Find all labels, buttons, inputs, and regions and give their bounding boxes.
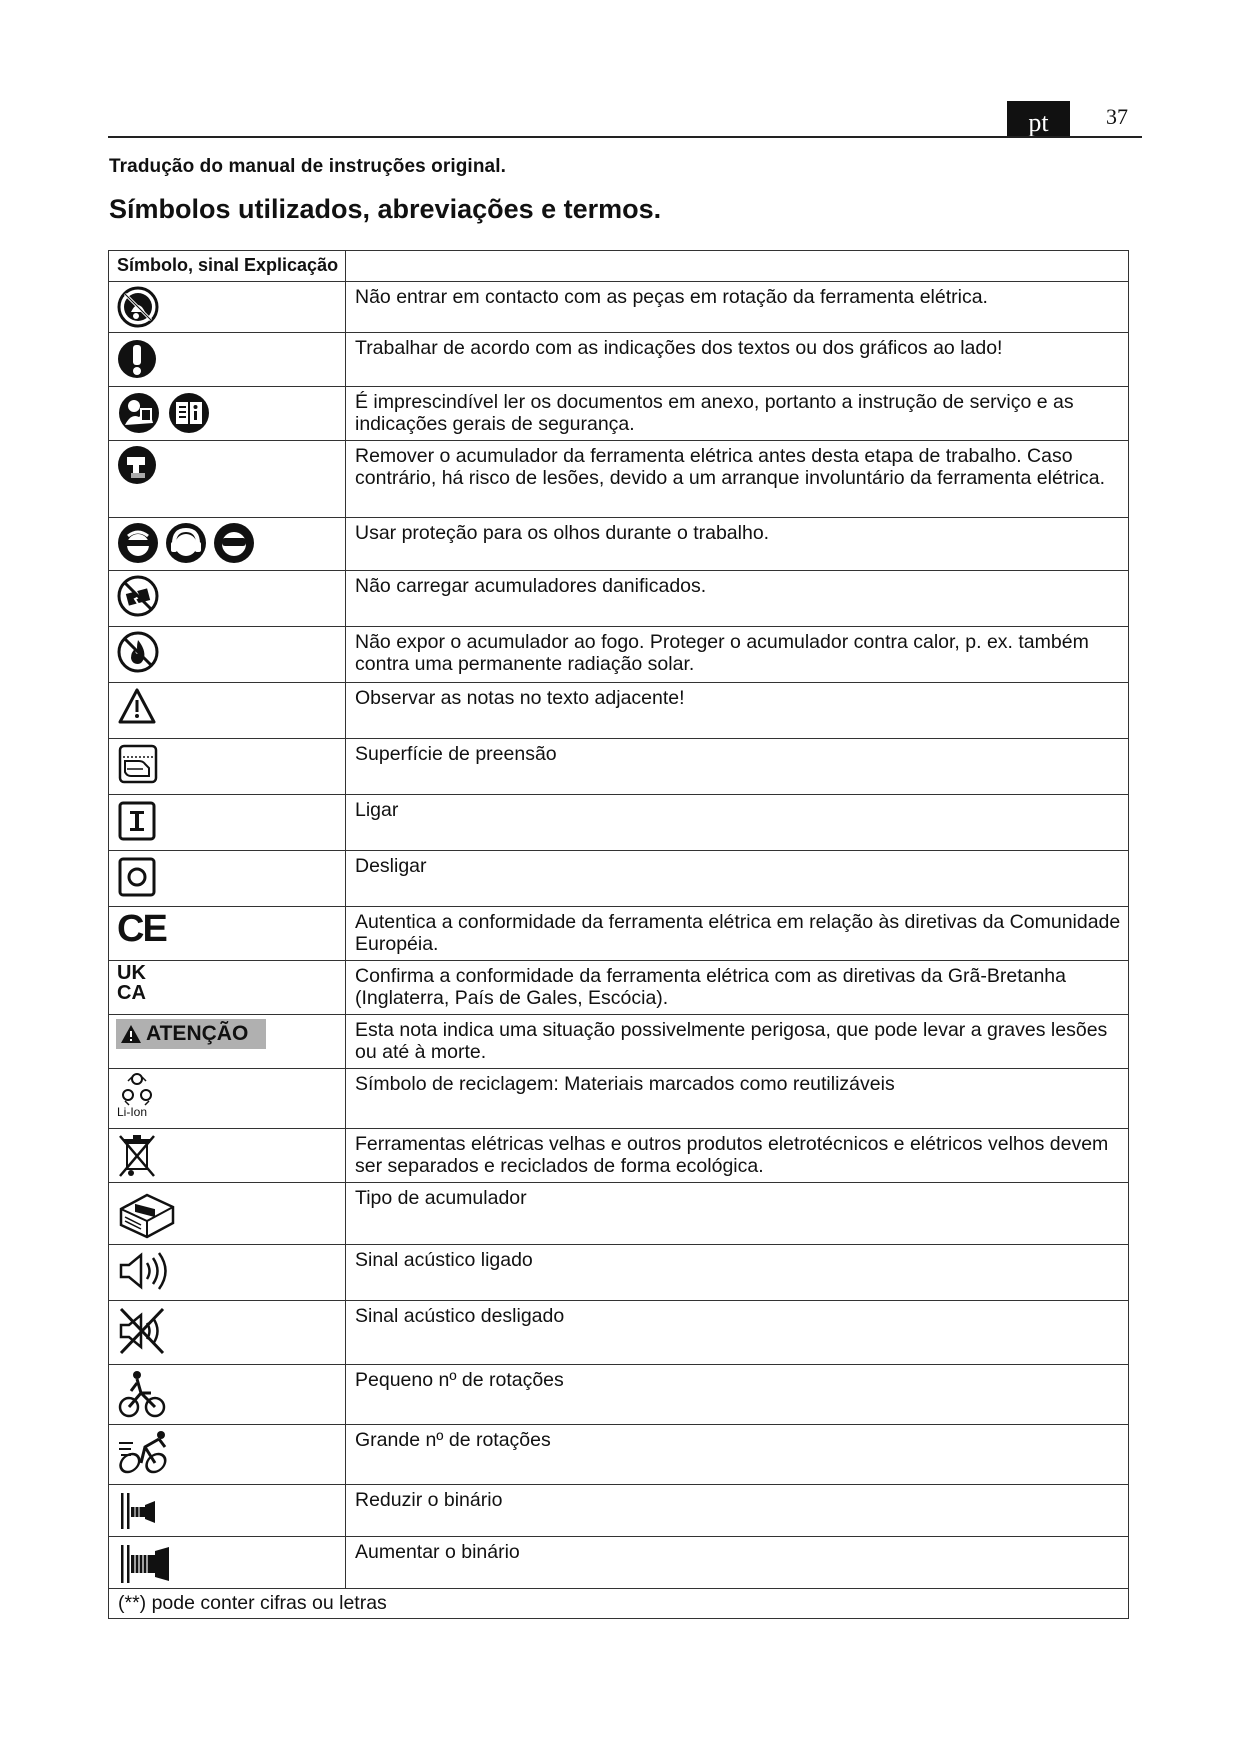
warning-triangle-icon: [117, 687, 157, 725]
explanation-text: Sinal acústico ligado: [346, 1245, 1129, 1301]
explanation-text: Autentica a conformidade da ferramenta elétrica em relação às diretivas da Comunidade Européia.: [346, 907, 1129, 961]
explanation-text: Usar proteção para os olhos durante o trabalho.: [346, 518, 1129, 571]
warning-badge: [116, 1019, 266, 1049]
explanation-text: Remover o acumulador da ferramenta elétrica antes desta etapa de trabalho. Caso contrário, há risco de lesões, devido a um arranque involuntário da ferramenta elétrica.: [346, 441, 1129, 518]
explanation-text: Não entrar em contacto com as peças em rotação da ferramenta elétrica.: [346, 282, 1129, 333]
table-row: [109, 333, 1129, 387]
table-row: [109, 1425, 1129, 1485]
table-row: [109, 282, 1129, 333]
no-fire-icon: [117, 631, 159, 673]
table-row: [109, 387, 1129, 441]
switch-on-icon: [117, 799, 157, 843]
table-row: [109, 627, 1129, 683]
ukca-mark-top: UK: [117, 962, 146, 984]
explanation-text: Trabalhar de acordo com as indicações dos textos ou dos gráficos ao lado!: [346, 333, 1129, 387]
table-row: [109, 907, 1129, 961]
ukca-mark-bottom: CA: [117, 982, 146, 1004]
sound-off-icon: [117, 1305, 169, 1357]
table-header-label: Símbolo, sinal Explicação: [117, 255, 339, 275]
page-number: 37: [1106, 104, 1128, 129]
ce-mark-icon: CE: [117, 908, 166, 950]
table-row: [109, 1129, 1129, 1183]
book-info-icon: [167, 391, 211, 435]
table-header-row: [109, 251, 1129, 282]
warning-badge-label: ATENÇÃO: [146, 1022, 249, 1045]
slow-cyclist-icon: [117, 1369, 167, 1421]
language-tab: pt: [1007, 101, 1070, 137]
remove-battery-icon: [117, 445, 157, 485]
battery-pack-icon: [117, 1187, 177, 1243]
high-torque-icon: [117, 1541, 173, 1587]
table-row: [109, 1245, 1129, 1301]
face-shield-icon: [117, 522, 159, 564]
explanation-text: É imprescindível ler os documentos em anexo, portanto a instrução de serviço e as indicações gerais de segurança.: [346, 387, 1129, 441]
footer-note: (**) pode conter cifras ou letras: [109, 1589, 1129, 1619]
explanation-text: Observar as notas no texto adjacente!: [346, 683, 1129, 739]
table-row: [109, 683, 1129, 739]
li-ion-label: Li-Ion: [117, 1105, 148, 1119]
exclamation-icon: [117, 337, 157, 381]
table-row: [109, 518, 1129, 571]
table-row: [109, 795, 1129, 851]
symbols-table: [108, 250, 1129, 1619]
explanation-text: Ferramentas elétricas velhas e outros produtos eletrotécnicos e elétricos velhos devem ser separados e reciclados de forma ecológica.: [346, 1129, 1129, 1183]
explanation-text: Sinal acústico desligado: [346, 1301, 1129, 1365]
explanation-text: Superfície de preensão: [346, 739, 1129, 795]
no-damaged-battery-icon: [117, 575, 159, 617]
explanation-text: Ligar: [346, 795, 1129, 851]
table-row: [109, 441, 1129, 518]
read-manual-icon: [117, 391, 161, 435]
table-row: [109, 1365, 1129, 1425]
warning-triangle-small-icon: [120, 1024, 142, 1044]
table-row: [109, 1301, 1129, 1365]
no-touch-rotating-icon: [117, 286, 159, 328]
explanation-text: Desligar: [346, 851, 1129, 907]
explanation-text: Grande nº de rotações: [346, 1425, 1129, 1485]
sound-on-icon: [117, 1249, 169, 1293]
explanation-text: Não carregar acumuladores danificados.: [346, 571, 1129, 627]
explanation-text: Aumentar o binário: [346, 1537, 1129, 1589]
grip-surface-icon: [117, 743, 159, 785]
ear-protection-icon: [165, 522, 207, 564]
explanation-text: Esta nota indica uma situação possivelmente perigosa, que pode levar a graves lesões ou até à morte.: [346, 1015, 1129, 1069]
explanation-text: Tipo de acumulador: [346, 1183, 1129, 1245]
header-rule: [108, 136, 1142, 138]
table-row: [109, 1485, 1129, 1537]
explanation-text: Confirma a conformidade da ferramenta elétrica com as diretivas da Grã-Bretanha (Inglaterra, País de Gales, Escócia).: [346, 961, 1129, 1015]
explanation-text: Símbolo de reciclagem: Materiais marcados como reutilizáveis: [346, 1069, 1129, 1129]
fast-cyclist-icon: [117, 1429, 173, 1475]
safety-goggles-icon: [213, 522, 255, 564]
switch-off-icon: [117, 855, 157, 899]
page-title: Símbolos utilizados, abreviações e termos.: [109, 194, 662, 224]
table-row: [109, 571, 1129, 627]
low-torque-icon: [117, 1489, 163, 1533]
table-footer-row: [109, 1589, 1129, 1619]
table-row: [109, 1069, 1129, 1129]
document-subtitle: Tradução do manual de instruções original.: [109, 156, 506, 177]
table-row: [109, 1183, 1129, 1245]
explanation-text: Não expor o acumulador ao fogo. Proteger o acumulador contra calor, p. ex. também contra uma permanente radiação solar.: [346, 627, 1129, 683]
table-row: [109, 961, 1129, 1015]
table-row: [109, 1537, 1129, 1589]
explanation-text: Reduzir o binário: [346, 1485, 1129, 1537]
explanation-text: Pequeno nº de rotações: [346, 1365, 1129, 1425]
table-row: [109, 851, 1129, 907]
table-row: [109, 739, 1129, 795]
weee-bin-icon: [117, 1133, 157, 1179]
table-row: [109, 1015, 1129, 1069]
